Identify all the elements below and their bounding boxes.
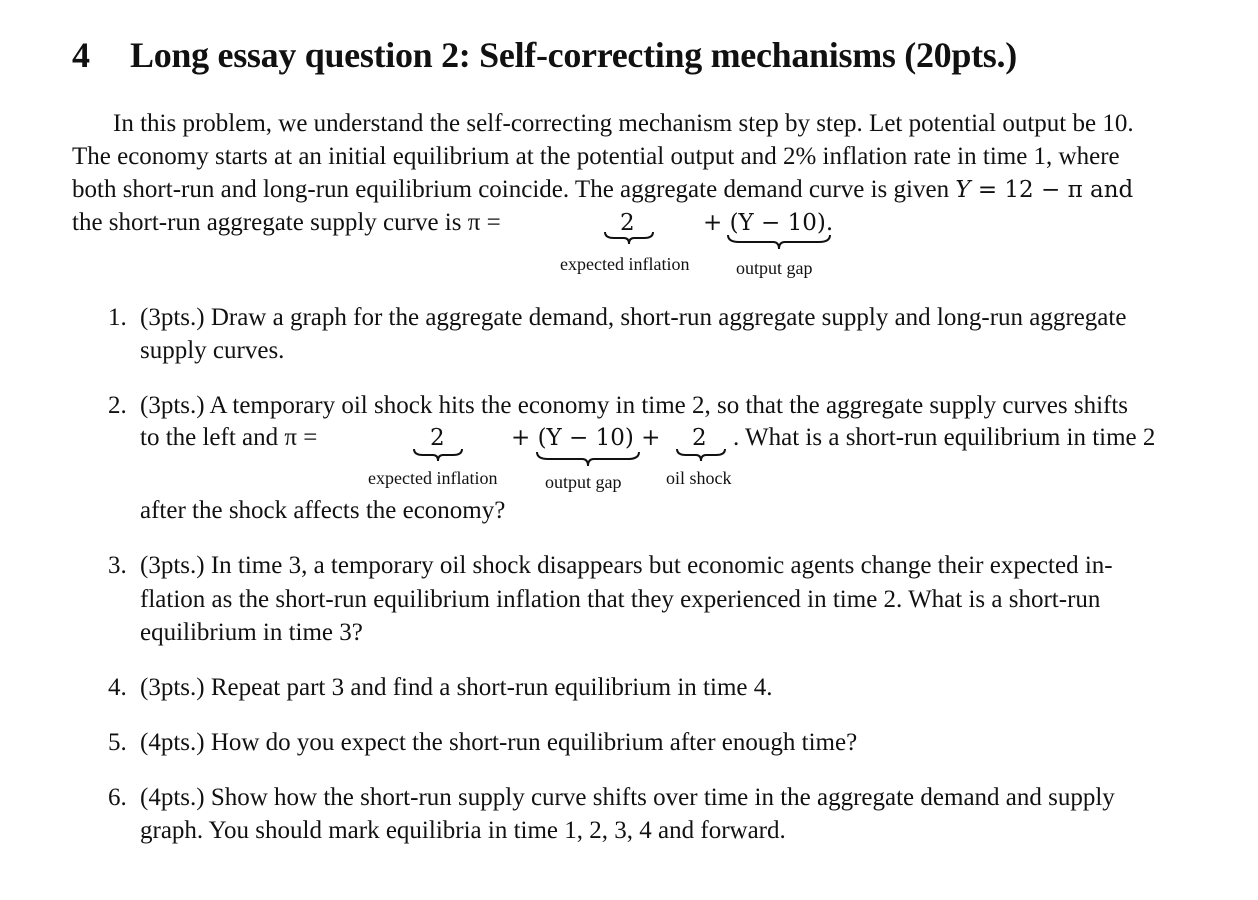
item-2-label-oil-shock: oil shock xyxy=(666,468,732,488)
item-2-underbrace-oil-shock xyxy=(676,448,726,462)
intro-line-3 xyxy=(72,176,1133,204)
item-2-line-2-end: . What is a short-run equilibrium in time 2 xyxy=(733,424,1156,451)
output-gap-term: + (Y − 10). xyxy=(703,210,834,236)
underbrace-output-gap xyxy=(727,234,831,250)
label-expected-inflation: expected inflation xyxy=(560,254,690,274)
section-title: Long essay question 2: Self-correcting mechanisms (20pts.) xyxy=(130,35,1017,75)
item-3-number: 3. xyxy=(108,552,127,579)
item-5-line-1: (4pts.) How do you expect the short-run equilibrium after enough time? xyxy=(140,729,858,756)
item-3-line-2: flation as the short-run equilibrium inflation that they experienced in time 2. What is a short-run xyxy=(140,586,1101,613)
item-2-line-3: after the shock affects the economy? xyxy=(140,497,506,524)
item-6-line-1: (4pts.) Show how the short-run supply curve shifts over time in the aggregate demand and supply xyxy=(140,784,1115,811)
item-6-line-2: graph. You should mark equilibria in time 1, 2, 3, 4 and forward. xyxy=(140,817,786,844)
item-2-underbrace-output-gap xyxy=(536,451,640,467)
item-2-line-2-text: to the left and π = xyxy=(140,424,318,451)
section-number: 4 xyxy=(72,35,90,75)
item-2-number: 2. xyxy=(108,392,127,419)
item-4-number: 4. xyxy=(108,674,127,701)
item-2-label-expected-inflation: expected inflation xyxy=(368,468,498,488)
item-3-line-3: equilibrium in time 3? xyxy=(140,619,363,646)
expected-inflation-value: 2 xyxy=(620,210,635,236)
item-6-number: 6. xyxy=(108,784,127,811)
item-2-underbrace-expected-inflation xyxy=(413,448,463,462)
item-1-number: 1. xyxy=(108,304,127,331)
intro-line-2: The economy starts at an initial equilibrium at the potential output and 2% inflation rate in time 1, where xyxy=(72,143,1120,170)
section-heading xyxy=(72,34,1017,76)
item-1-line-1: (3pts.) Draw a graph for the aggregate demand, short-run aggregate supply and long-run aggregate xyxy=(140,304,1127,331)
item-1-line-2: supply curves. xyxy=(140,337,285,364)
ad-equation: = 12 − π and xyxy=(970,177,1134,203)
var-y: Y xyxy=(955,177,971,203)
item-2-label-output-gap: output gap xyxy=(545,472,622,492)
label-output-gap: output gap xyxy=(736,258,813,278)
item-4-line-1: (3pts.) Repeat part 3 and find a short-run equilibrium in time 4. xyxy=(140,674,773,701)
underbrace-expected-inflation xyxy=(604,231,654,245)
item-5-number: 5. xyxy=(108,729,127,756)
item-2-line-1: (3pts.) A temporary oil shock hits the economy in time 2, so that the aggregate supply curves shifts xyxy=(140,392,1129,419)
item-2-output-gap-term: + (Y − 10) + xyxy=(511,425,661,451)
item-2-oil-shock-value: 2 xyxy=(692,425,707,451)
item-2-expected-inflation-value: 2 xyxy=(430,425,445,451)
intro-line-3-text: both short-run and long-run equilibrium coincide. The aggregate demand curve is given xyxy=(72,176,956,203)
intro-line-1: In this problem, we understand the self-correcting mechanism step by step. Let potential output be 10. xyxy=(113,110,1134,137)
intro-line-4-text: the short-run aggregate supply curve is π = xyxy=(72,209,501,236)
item-3-line-1: (3pts.) In time 3, a temporary oil shock disappears but economic agents change their expected in- xyxy=(140,552,1113,579)
